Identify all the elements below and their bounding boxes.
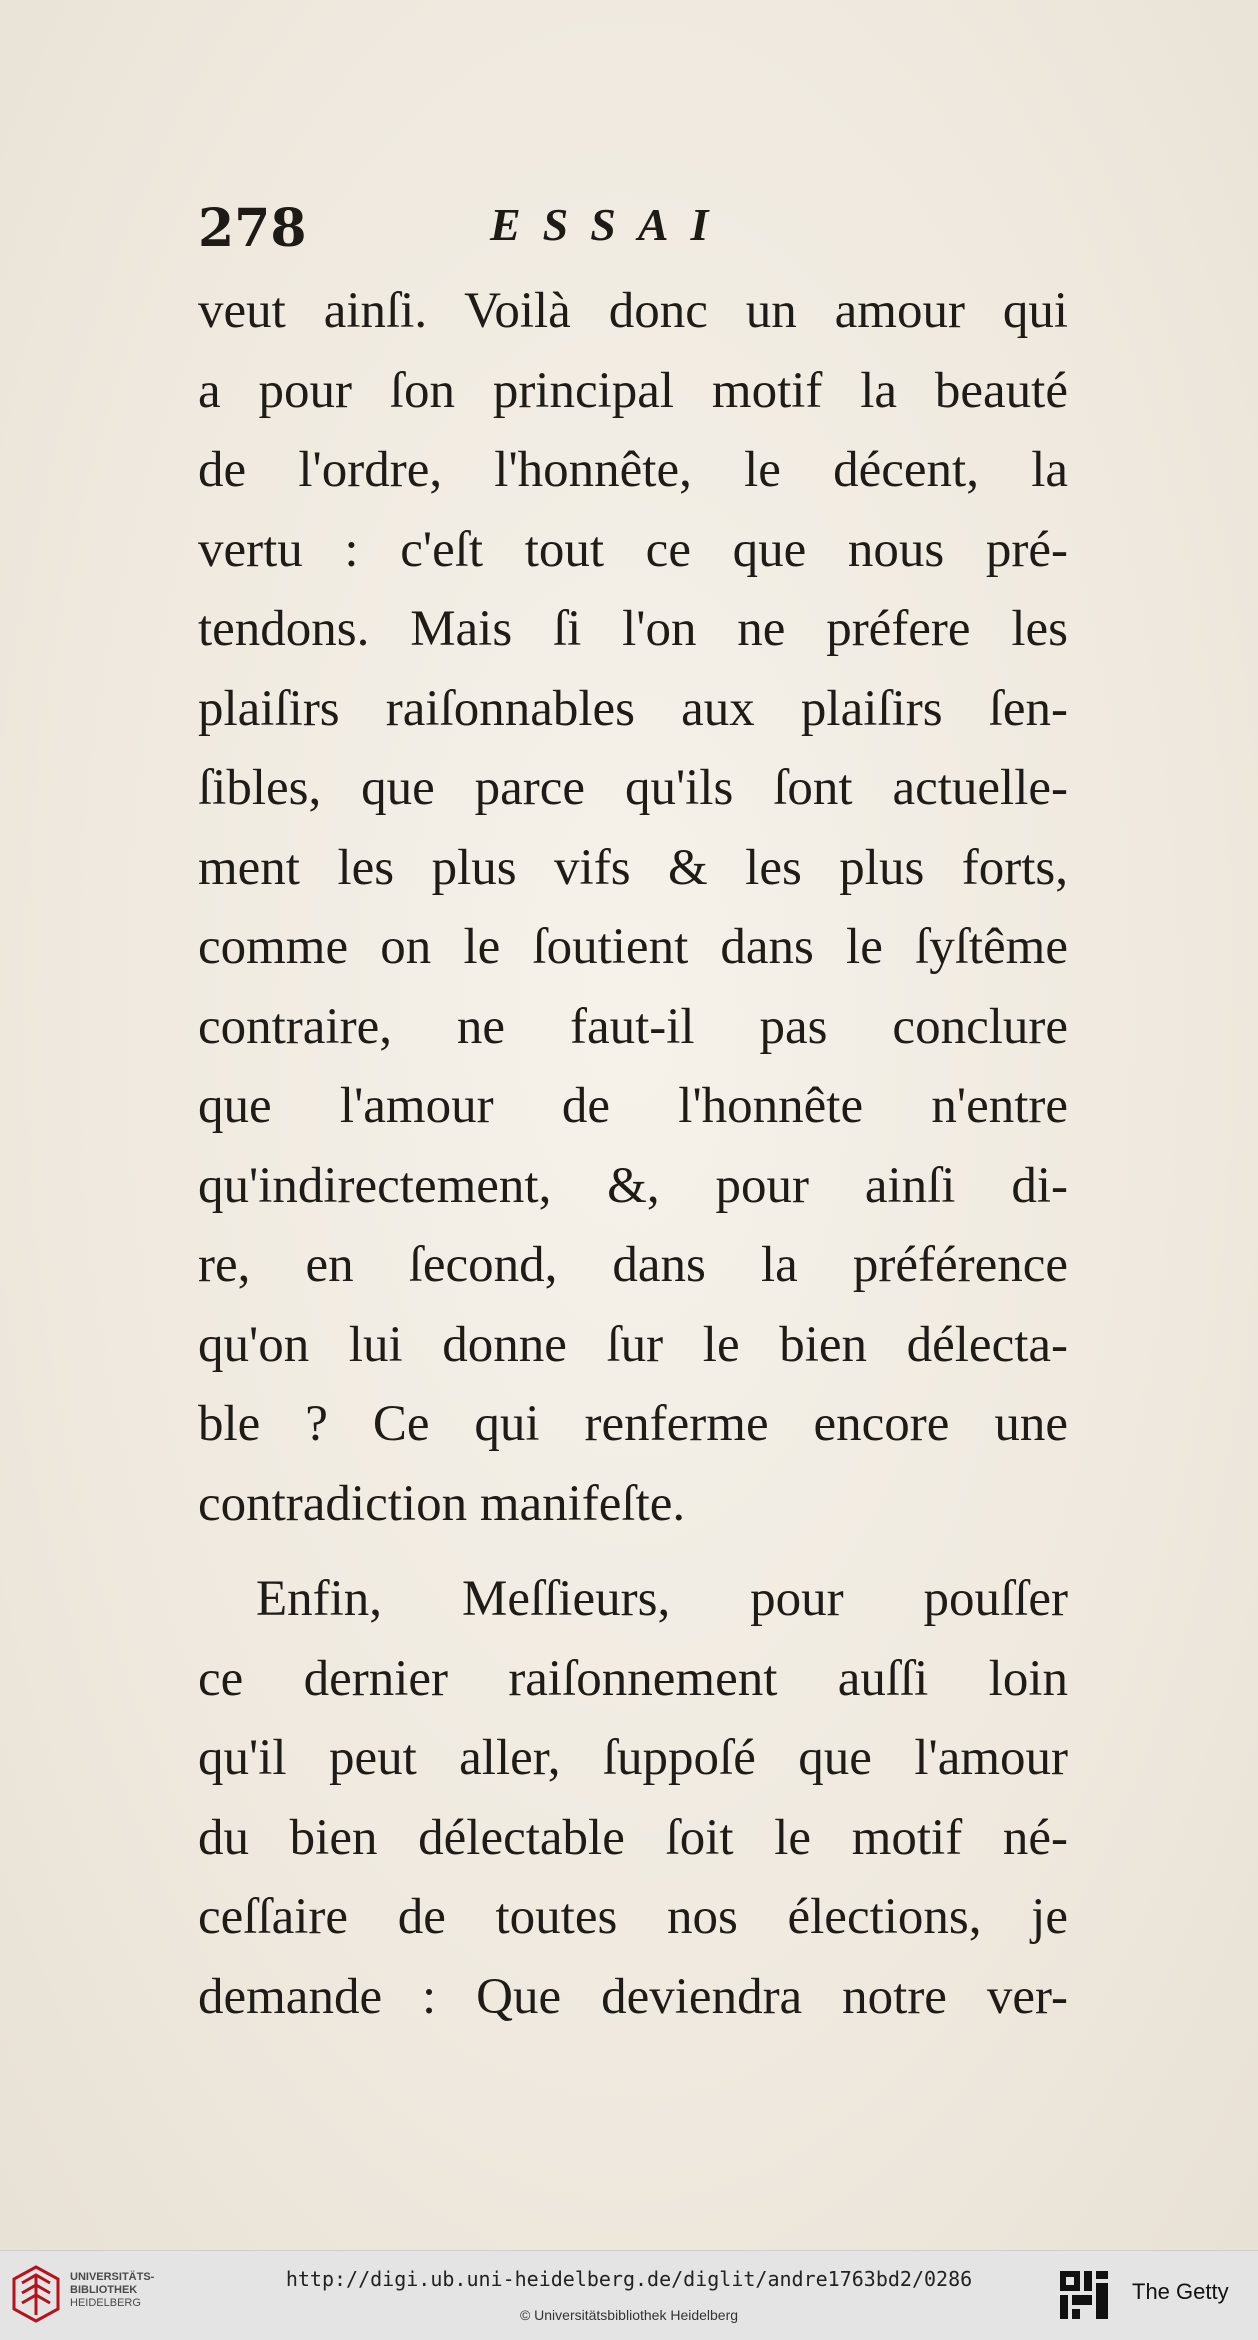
text-line: veut ainſi. Voilà donc un amour qui bbox=[198, 283, 1068, 339]
text-line: que l'amour de l'honnête n'entre bbox=[198, 1078, 1068, 1134]
page-header bbox=[198, 198, 1098, 262]
text-line: de l'ordre, l'honnête, le décent, la bbox=[198, 442, 1068, 498]
text-line: qu'il peut aller, ſuppoſé que l'amour bbox=[198, 1730, 1068, 1786]
paragraph-2 bbox=[198, 1560, 1068, 2037]
paragraph-gap bbox=[198, 1544, 1068, 1560]
text-line: plaiſirs raiſonnables aux plaiſirs ſen- bbox=[198, 680, 1068, 737]
permalink-url[interactable]: http://digi.ub.uni-heidelberg.de/diglit/andre1763bd2/0286 bbox=[285, 2267, 973, 2291]
text-line: Enfin, Meſſieurs, pour pouſſer bbox=[256, 1571, 1068, 1627]
text-line: ceſſaire de toutes nos élections, je bbox=[198, 1889, 1068, 1945]
text-line: ment les plus vifs & les plus forts, bbox=[198, 839, 1068, 896]
text-line: re, en ſecond, dans la préférence bbox=[198, 1237, 1068, 1293]
digitization-footer bbox=[0, 2250, 1258, 2340]
text-line: tendons. Mais ſi l'on ne préfere les bbox=[198, 601, 1068, 657]
text-line: qu'indirectement, &, pour ainſi di- bbox=[198, 1157, 1068, 1214]
running-head: ESSAI bbox=[490, 199, 731, 250]
page-number: 278 bbox=[198, 198, 307, 259]
text-line: ble ? Ce qui renferme encore une bbox=[198, 1396, 1068, 1452]
text-line: a pour ſon principal motif la beauté bbox=[198, 362, 1068, 419]
text-line: ſibles, que parce qu'ils ſont actuelle- bbox=[198, 760, 1068, 816]
text-line: vertu : c'eſt tout ce que nous pré- bbox=[198, 521, 1068, 578]
text-line: du bien délectable ſoit le motif né- bbox=[198, 1809, 1068, 1866]
partner-name: The Getty bbox=[1132, 2279, 1229, 2304]
text-line: qu'on lui donne ſur le bien délecta- bbox=[198, 1316, 1068, 1373]
institution-line: BIBLIOTHEK bbox=[70, 2284, 138, 2296]
body-text bbox=[198, 272, 1068, 2037]
getty-logo-icon bbox=[1058, 2269, 1110, 2321]
text-line: comme on le ſoutient dans le ſyſtême bbox=[198, 919, 1068, 975]
institution-line: HEIDELBERG bbox=[70, 2297, 141, 2309]
text-line: contradiction manifeſte. bbox=[198, 1475, 686, 1532]
copyright-notice: © Universitätsbibliothek Heidelberg bbox=[519, 2307, 739, 2323]
institution-line: UNIVERSITÄTS- bbox=[70, 2271, 155, 2283]
text-line: ce dernier raiſonnement auſſi loin bbox=[198, 1650, 1068, 1707]
paragraph-1 bbox=[198, 272, 1068, 1544]
text-line: demande : Que deviendra notre ver- bbox=[198, 1968, 1068, 2025]
text-line: contraire, ne faut-il pas conclure bbox=[198, 998, 1068, 1055]
